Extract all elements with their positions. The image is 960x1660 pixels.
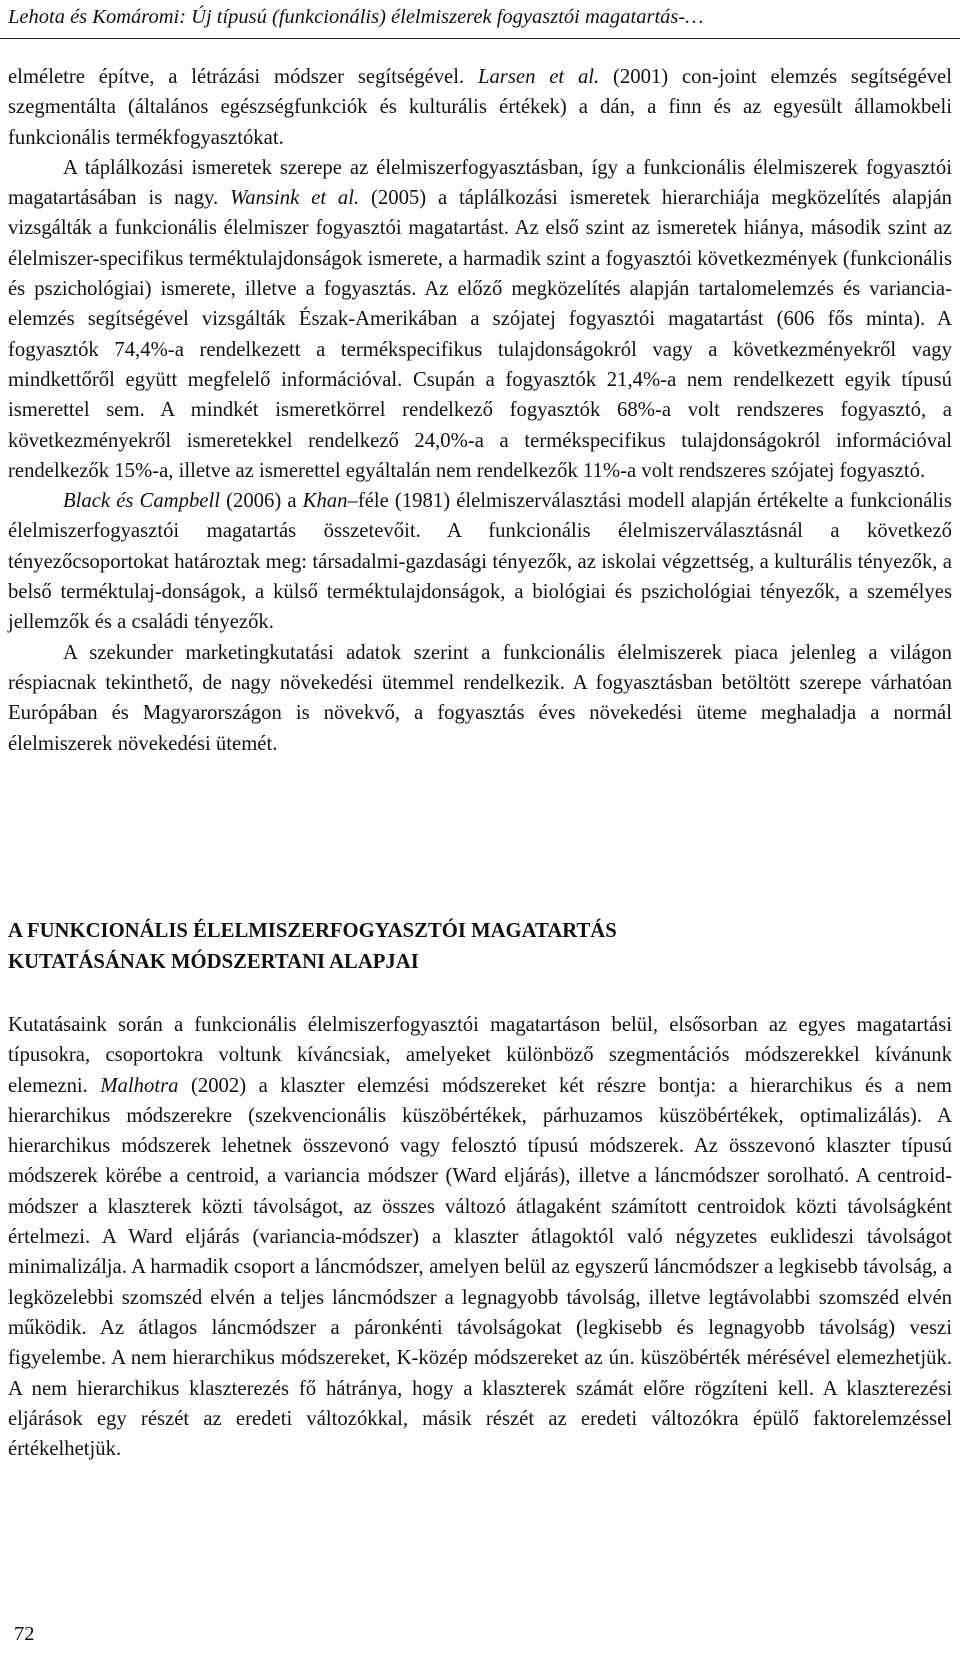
paragraph-black-campbell [8, 486, 952, 637]
paragraph-text: –féle (1981) élelmiszerválasztási modell alapján értékelte a funkcionális élelmiszerfogyasztói magatartás összetevőit. A funkcionális élelmiszerválasztásnál a következő tényezőcsoportokat határoztak meg: társadalmi-gazdasági tényezők, az iskolai végzettség, a kulturális tényezők, a belső terméktulaj-donságok, a külső terméktulajdonságok, a biológiai és pszichológiai tényezők, a személyes jellemzők és a családi tényezők. [8, 490, 952, 634]
section-heading [8, 916, 952, 978]
paragraph-text: elméletre építve, a létrázási módszer segítségével. [8, 66, 478, 88]
paragraph-text: (2001) con-joint elemzés segítségével szegmentálta (általános egészségfunkciók és kulturális értékek) a dán, a finn és az egyesült államokbeli funkcionális termékfogyasztókat. [8, 66, 952, 149]
section-heading-line: KUTATÁSÁNAK MÓDSZERTANI ALAPJAI [8, 951, 419, 973]
citation: Khan [302, 490, 348, 513]
paragraph-larsen [8, 62, 952, 153]
paragraph-text: A szekunder marketingkutatási adatok szerint a funkcionális élelmiszerek piaca jelenleg a világon réspiacnak tekinthető, de nagy növekedési ütemmel rendelkezik. A fogyasztásban betöltött szerepe várhatóan Európában és Magyarországon is növekvő, a fogyasztás éves növekedési üteme meghaladja a normál élelmiszerek növekedési ütemét. [8, 641, 952, 755]
paragraph-text: (2005) a táplálkozási ismeretek hierarchiája megközelítés alapján vizsgálták a funkcionális élelmiszer fogyasztói magatartást. Az első szint az ismeretek hiánya, második szint az élelmiszer-specifikus terméktulajdonságok ismerete, a harmadik szint a fogyasztói következmények (funkcionális és pszichológiai) ismerete, illetve a fogyasztás. Az előző megközelítés alapján tartalomelemzés és variancia-elemzés segítségével vizsgálták Észak-Amerikában a szójatej fogyasztói magatartást (606 fős minta). A fogyasztók 74,4%-a rendelkezett a termékspecifikus tulajdonságokról vagy a következményekről vagy mindkettőről együtt megfelelő információval. Csupán a fogyasztók 21,4%-a nem rendelkezett egyik típusú ismerettel sem. A mindkét ismeretkörrel rendelkező fogyasztók 68%-a volt rendszeres fogyasztó, a következményekről ismeretekkel rendelkező 24,0%-a a termékspecifikus tulajdonságokról információval rendelkezők 15%-a, illetve az ismerettel egyáltalán nem rendelkezők 11%-a volt rendszeres szójatej fogyasztó. [8, 187, 952, 482]
header-rule [0, 38, 960, 39]
running-header: Lehota és Komáromi: Új típusú (funkcionális) élelmiszerek fogyasztói magatartás-… [8, 6, 704, 28]
citation: Malhotra [100, 1074, 179, 1097]
citation: Wansink et al. [229, 187, 360, 210]
paragraph-methodology [8, 1010, 952, 1464]
section-body-methodology [8, 1010, 952, 1464]
paragraph-text: Kutatásaink során a funkcionális élelmiszerfogyasztói magatartáson belül, elsősorban az egyes magatartási típusokra, csoportokra voltunk kíváncsiak, amelyeket különböző szegmentációs módszerekkel kívánunk elemezni. [8, 1014, 952, 1097]
section-body-literature [8, 62, 952, 759]
paragraph-wansink [8, 153, 952, 486]
page-number: 72 [14, 1623, 35, 1645]
paragraph-market [8, 638, 952, 759]
paragraph-text: (2006) a [219, 490, 303, 513]
paragraph-text: A táplálkozási ismeretek szerepe az élelmiszerfogyasztásban, így a funkcionális élelmiszerek fogyasztói magatartásában is nagy. [8, 156, 952, 210]
citation: Black és Campbell [63, 490, 220, 513]
citation: Larsen et al. [477, 66, 600, 88]
section-heading-line: A FUNKCIONÁLIS ÉLELMISZERFOGYASZTÓI MAGATARTÁS [8, 920, 617, 942]
paragraph-text: (2002) a klaszter elemzési módszereket két részre bontja: a hierarchikus és a nem hierarchikus módszerekre (szekvencionális küszöbértékek, párhuzamos küszöbértékek, optimalizálás). A hierarchikus módszerek lehetnek összevonó vagy felosztó típusú módszerek. Az összevonó klaszter típusú módszerek körébe a centroid, a variancia módszer (Ward eljárás), illetve a láncmódszer sorolható. A centroid-módszer a klaszterek közti távolságot, az összes változó átlagaként számított centroidok közti távolságként értelmezi. A Ward eljárás (variancia-módszer) a klaszter átlagoktól való négyzetes euklideszi távolságot minimalizálja. A harmadik csoport a láncmódszer, amelyen belül az egyszerű láncmódszer a legkisebb távolság, a legközelebbi szomszéd elvén a teljes láncmódszer a legnagyobb távolság, illetve legtávolabbi szomszéd elvén működik. Az átlagos láncmódszer a páronkénti távolságokat (legkisebb és legnagyobb távolság) veszi figyelembe. A nem hierarchikus módszereket, K-közép módszereket az ún. küszöbérték mérésével elemezhetjük. A nem hierarchikus klaszterezés fő hátránya, hogy a klaszterek számát előre rögzíteni kell. A klaszterezési eljárások egy részét az eredeti változókkal, másik részét az eredeti változókra épülő faktorelemzéssel értékelhetjük. [8, 1074, 952, 1461]
